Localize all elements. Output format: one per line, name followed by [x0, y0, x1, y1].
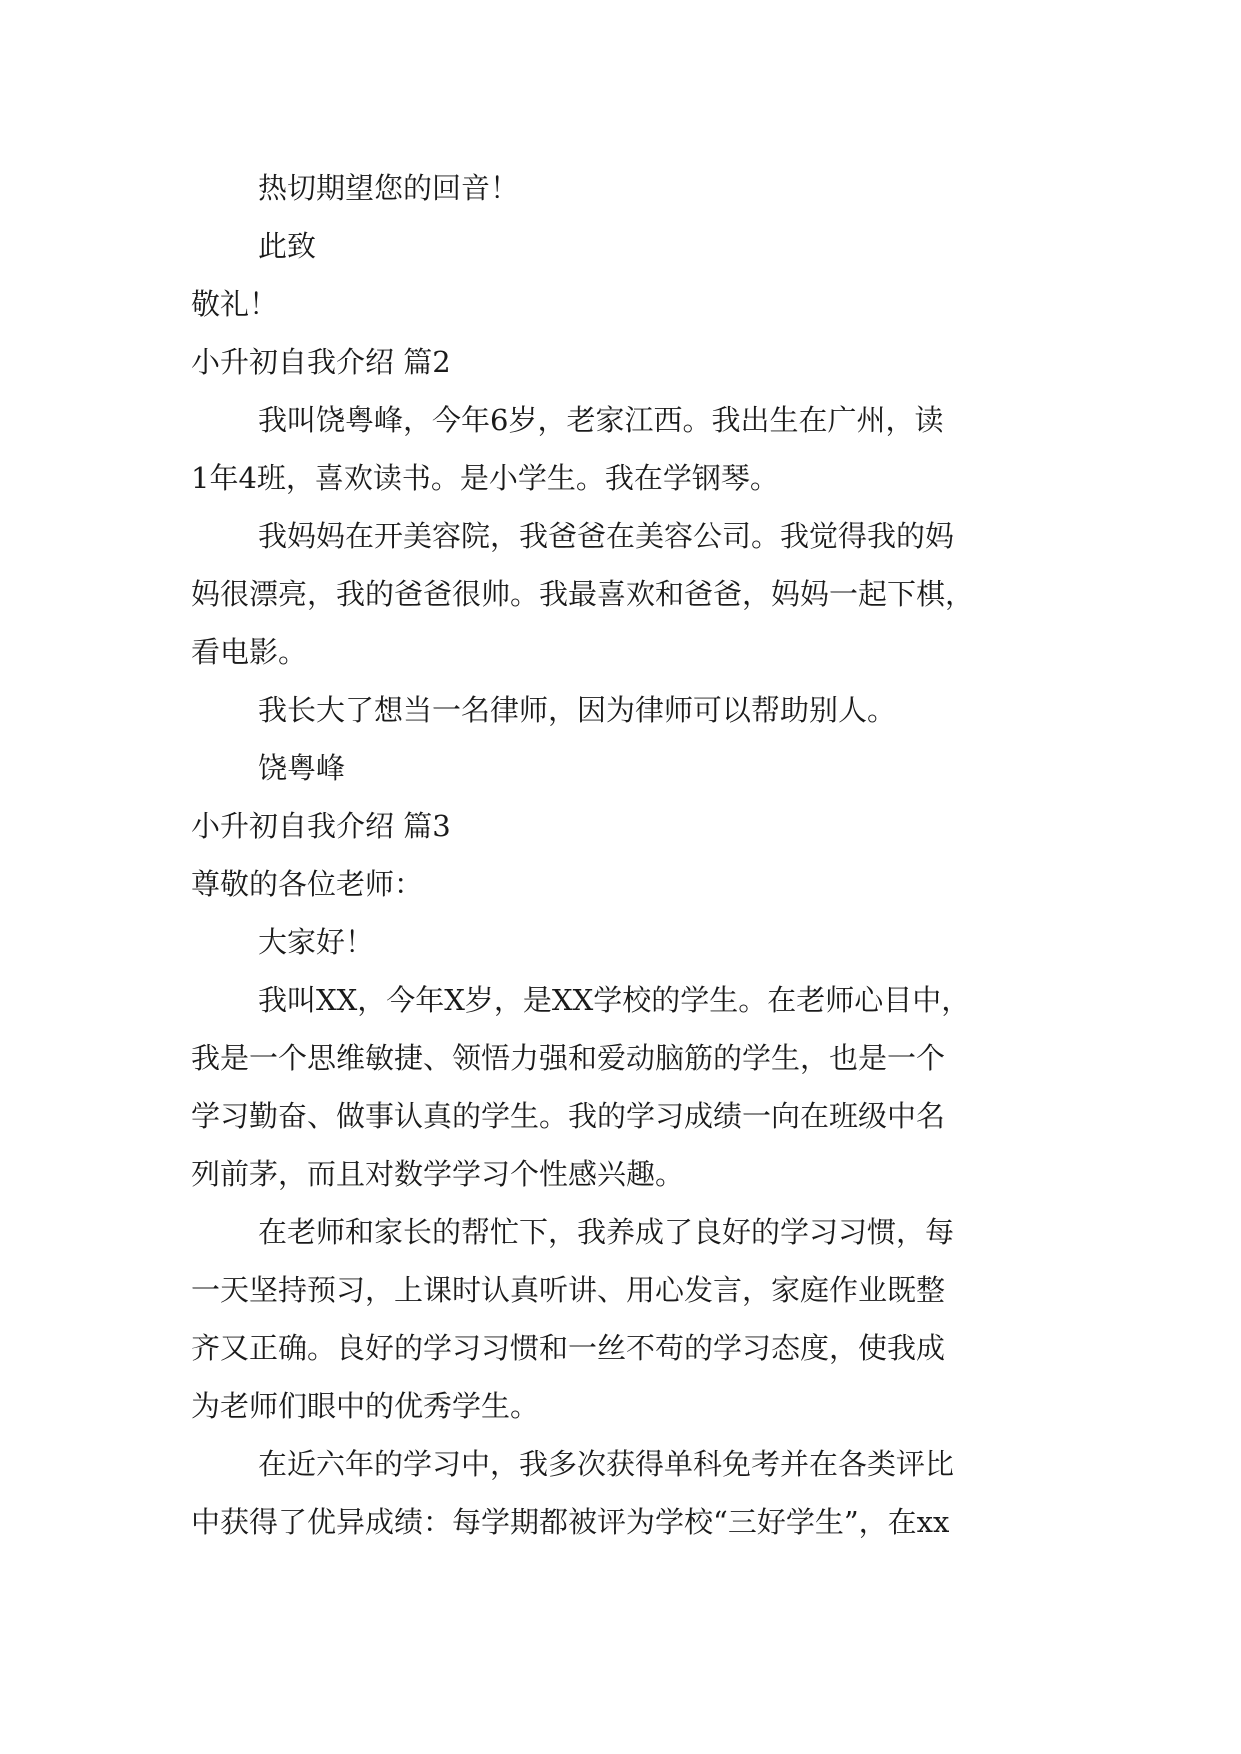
paragraph-line: 学习勤奋、做事认真的学生。我的学习成绩一向在班级中名 [191, 1099, 946, 1133]
paragraph-line: 为老师们眼中的优秀学生。 [191, 1389, 540, 1423]
section-heading-3: 小升初自我介绍 篇3 [191, 809, 451, 843]
paragraph-line: 一天坚持预习，上课时认真听讲、用心发言，家庭作业既整 [191, 1273, 946, 1307]
section-heading-2: 小升初自我介绍 篇2 [191, 345, 451, 379]
salutation-jingli: 敬礼！ [191, 287, 279, 321]
paragraph-line: 列前茅，而且对数学学习个性感兴趣。 [191, 1157, 685, 1191]
paragraph-line: 我叫XX，今年X岁，是XX学校的学生。在老师心目中， [258, 983, 971, 1017]
closing-line: 热切期望您的回音！ [258, 171, 520, 205]
signature-name: 饶粤峰 [258, 751, 346, 785]
paragraph-line: 齐又正确。良好的学习习惯和一丝不苟的学习态度，使我成 [191, 1331, 946, 1365]
salutation-cizhi: 此致 [258, 229, 317, 263]
paragraph-line: 1年4班，喜欢读书。是小学生。我在学钢琴。 [191, 461, 779, 495]
paragraph-line: 在老师和家长的帮忙下，我养成了良好的学习习惯，每 [258, 1215, 955, 1249]
paragraph-line: 在近六年的学习中，我多次获得单科免考并在各类评比 [258, 1447, 955, 1481]
paragraph-line: 我长大了想当一名律师，因为律师可以帮助别人。 [258, 693, 897, 727]
paragraph-line: 看电影。 [191, 635, 308, 669]
paragraph-line: 我叫饶粤峰，今年6岁，老家江西。我出生在广州，读 [258, 403, 944, 437]
greeting-line: 大家好！ [258, 925, 375, 959]
paragraph-line: 妈很漂亮，我的爸爸很帅。我最喜欢和爸爸，妈妈一起下棋， [191, 577, 975, 611]
paragraph-line: 中获得了优异成绩：每学期都被评为学校“三好学生”，在xx [191, 1505, 950, 1539]
greeting-line: 尊敬的各位老师： [191, 867, 424, 901]
paragraph-line: 我妈妈在开美容院，我爸爸在美容公司。我觉得我的妈 [258, 519, 955, 553]
paragraph-line: 我是一个思维敏捷、领悟力强和爱动脑筋的学生，也是一个 [191, 1041, 946, 1075]
